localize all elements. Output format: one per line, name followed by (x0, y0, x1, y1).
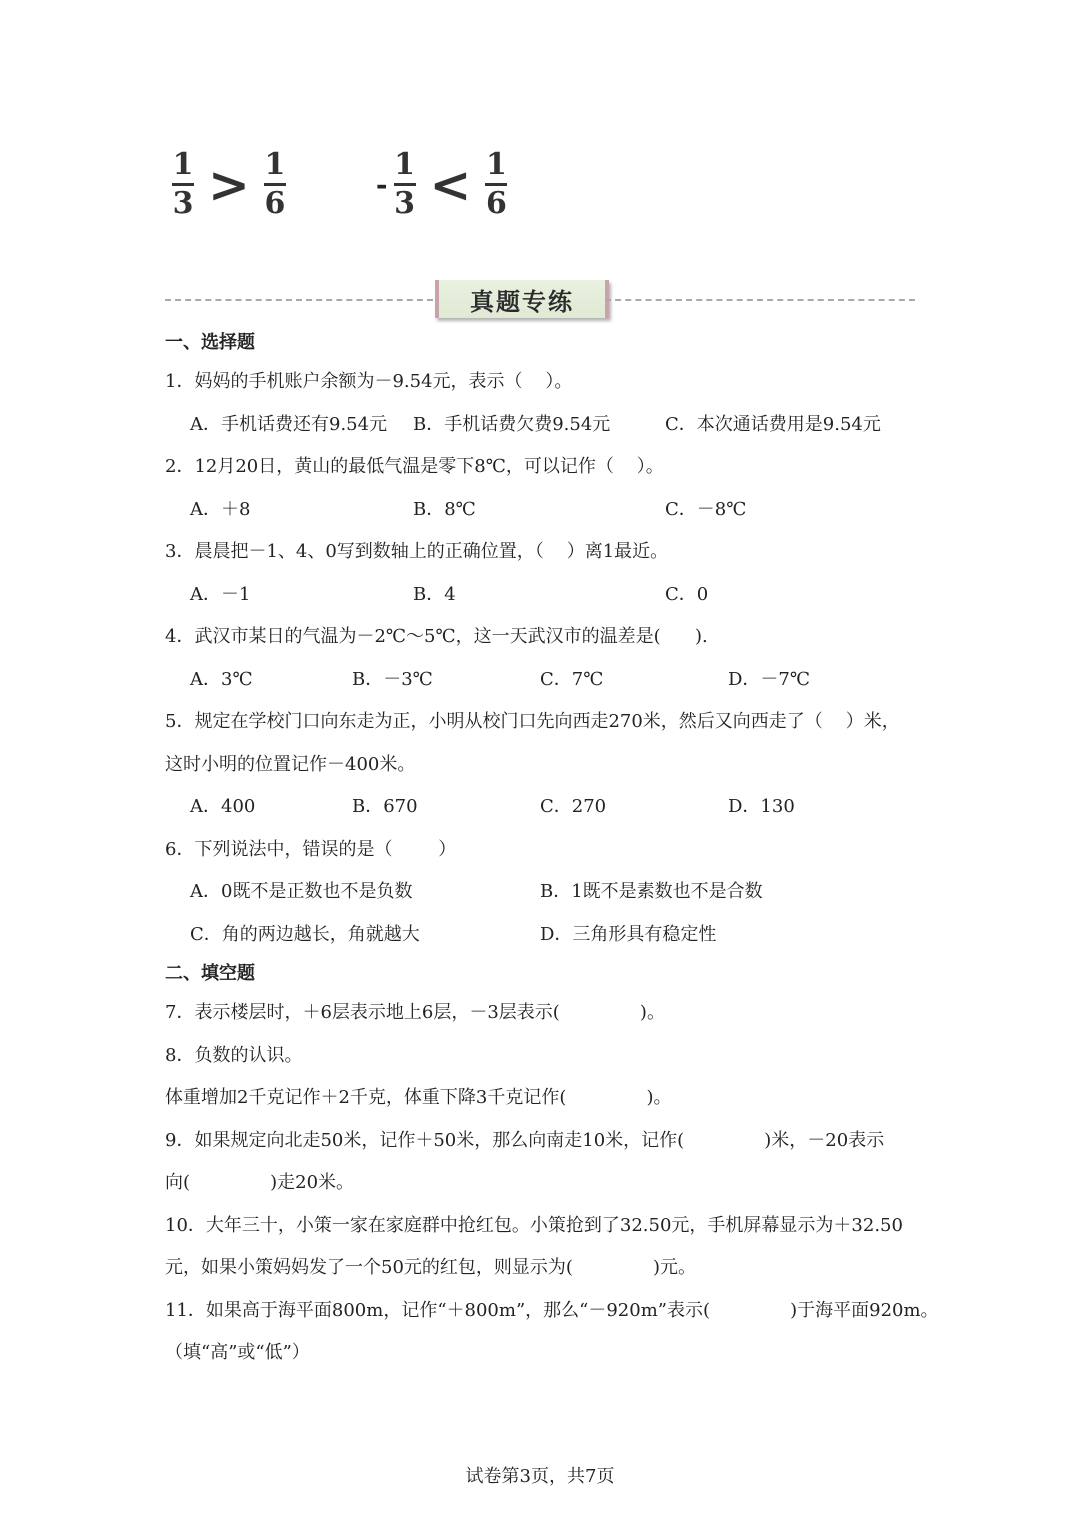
question-6-options-row-2 (165, 914, 925, 957)
question-9-line-2: 向( )走20米。 (165, 1172, 355, 1193)
question-4-options (165, 659, 925, 702)
question-9-line-1: 9．如果规定向北走50米，记作＋50米，那么向南走10米，记作( )米，－20表示 (165, 1129, 885, 1151)
greater-than-symbol: > (208, 154, 250, 214)
question-6-options-row-1 (165, 871, 925, 914)
question-7: 7．表示楼层时，＋6层表示地上6层，－3层表示( )。 (165, 1002, 665, 1023)
option-b: B．－3℃ (352, 668, 433, 690)
question-2-options (165, 489, 925, 532)
section-banner-row (165, 280, 915, 318)
numerator: 1 (486, 147, 507, 182)
option-b: B．1既不是素数也不是合数 (540, 881, 763, 902)
fraction-one-third (394, 147, 416, 221)
question-11-line-2: （填“高”或“低”） (165, 1342, 310, 1363)
section-heading-choice: 一、选择题 (165, 332, 255, 353)
question-10-line-2: 元，如果小策妈妈发了一个50元的红包，则显示为( )元。 (165, 1257, 697, 1278)
option-c: C．270 (540, 796, 607, 817)
question-3: 3．晨晨把－1、4、0写到数轴上的正确位置，（ ）离1最近。 (165, 541, 669, 562)
question-5-line-1: 5．规定在学校门口向东走为正，小明从校门口先向西走270米，然后又向西走了（ ）米， (165, 711, 900, 732)
option-c: C．本次通话费用是9.54元 (665, 413, 881, 435)
fraction-one-third (172, 147, 194, 221)
option-a: A．3℃ (190, 668, 253, 690)
numerator: 1 (172, 147, 194, 182)
option-a: A．＋8 (190, 498, 251, 520)
less-than-symbol: < (429, 154, 472, 214)
option-c: C．7℃ (540, 668, 604, 690)
option-a: A．400 (190, 796, 256, 817)
question-1-options (165, 404, 925, 447)
option-d: D．－7℃ (728, 668, 811, 690)
option-c: C．0 (665, 583, 709, 605)
minus-sign: - (375, 168, 388, 201)
section-banner: 真题专练 (435, 280, 609, 318)
option-b: B．8℃ (413, 498, 476, 520)
question-8-line-1: 8．负数的认识。 (165, 1044, 303, 1066)
question-1: 1．妈妈的手机账户余额为－9.54元，表示（ ）。 (165, 371, 573, 392)
denominator: 3 (394, 186, 415, 221)
question-4: 4．武汉市某日的气温为－2℃～5℃，这一天武汉市的温差是( ). (165, 626, 708, 647)
question-5-line-2: 这时小明的位置记作－400米。 (165, 753, 416, 775)
denominator: 3 (172, 186, 194, 221)
numerator: 1 (264, 147, 286, 182)
option-a: A．0既不是正数也不是负数 (190, 881, 413, 902)
question-11-line-1: 11．如果高于海平面800m，记作“＋800m”，那么“－920m”表示( )于海平面920m。 (165, 1299, 939, 1321)
fraction-comparison-example (172, 147, 507, 221)
option-d: D．130 (728, 796, 795, 817)
option-a: A．－1 (190, 583, 251, 605)
fraction-one-sixth (264, 147, 286, 221)
page-footer: 试卷第3页，共7页 (465, 1466, 615, 1487)
denominator: 6 (264, 186, 286, 221)
option-c: C．－8℃ (665, 498, 747, 520)
option-c: C．角的两边越长，角就越大 (190, 923, 420, 945)
question-5-options (165, 786, 925, 829)
fraction-one-sixth (485, 147, 507, 221)
option-b: B．670 (352, 796, 418, 817)
option-b: B．手机话费欠费9.54元 (413, 413, 611, 435)
dashed-divider (605, 299, 915, 301)
dashed-divider (165, 299, 433, 301)
numerator: 1 (394, 147, 415, 182)
denominator: 6 (486, 186, 507, 221)
question-3-options (165, 574, 925, 617)
option-a: A．手机话费还有9.54元 (190, 413, 388, 435)
question-8-line-2: 体重增加2千克记作＋2千克，体重下降3千克记作( )。 (165, 1087, 672, 1108)
question-6: 6．下列说法中，错误的是（ ） (165, 838, 457, 860)
exam-content (165, 325, 939, 1375)
option-d: D．三角形具有稳定性 (540, 923, 717, 945)
section-heading-fill-blank: 二、填空题 (165, 963, 255, 984)
option-b: B．4 (413, 583, 456, 605)
question-10-line-1: 10．大年三十，小策一家在家庭群中抢红包。小策抢到了32.50元，手机屏幕显示为＋32.50 (165, 1214, 903, 1236)
question-2: 2．12月20日，黄山的最低气温是零下8℃，可以记作（ ）。 (165, 456, 664, 477)
